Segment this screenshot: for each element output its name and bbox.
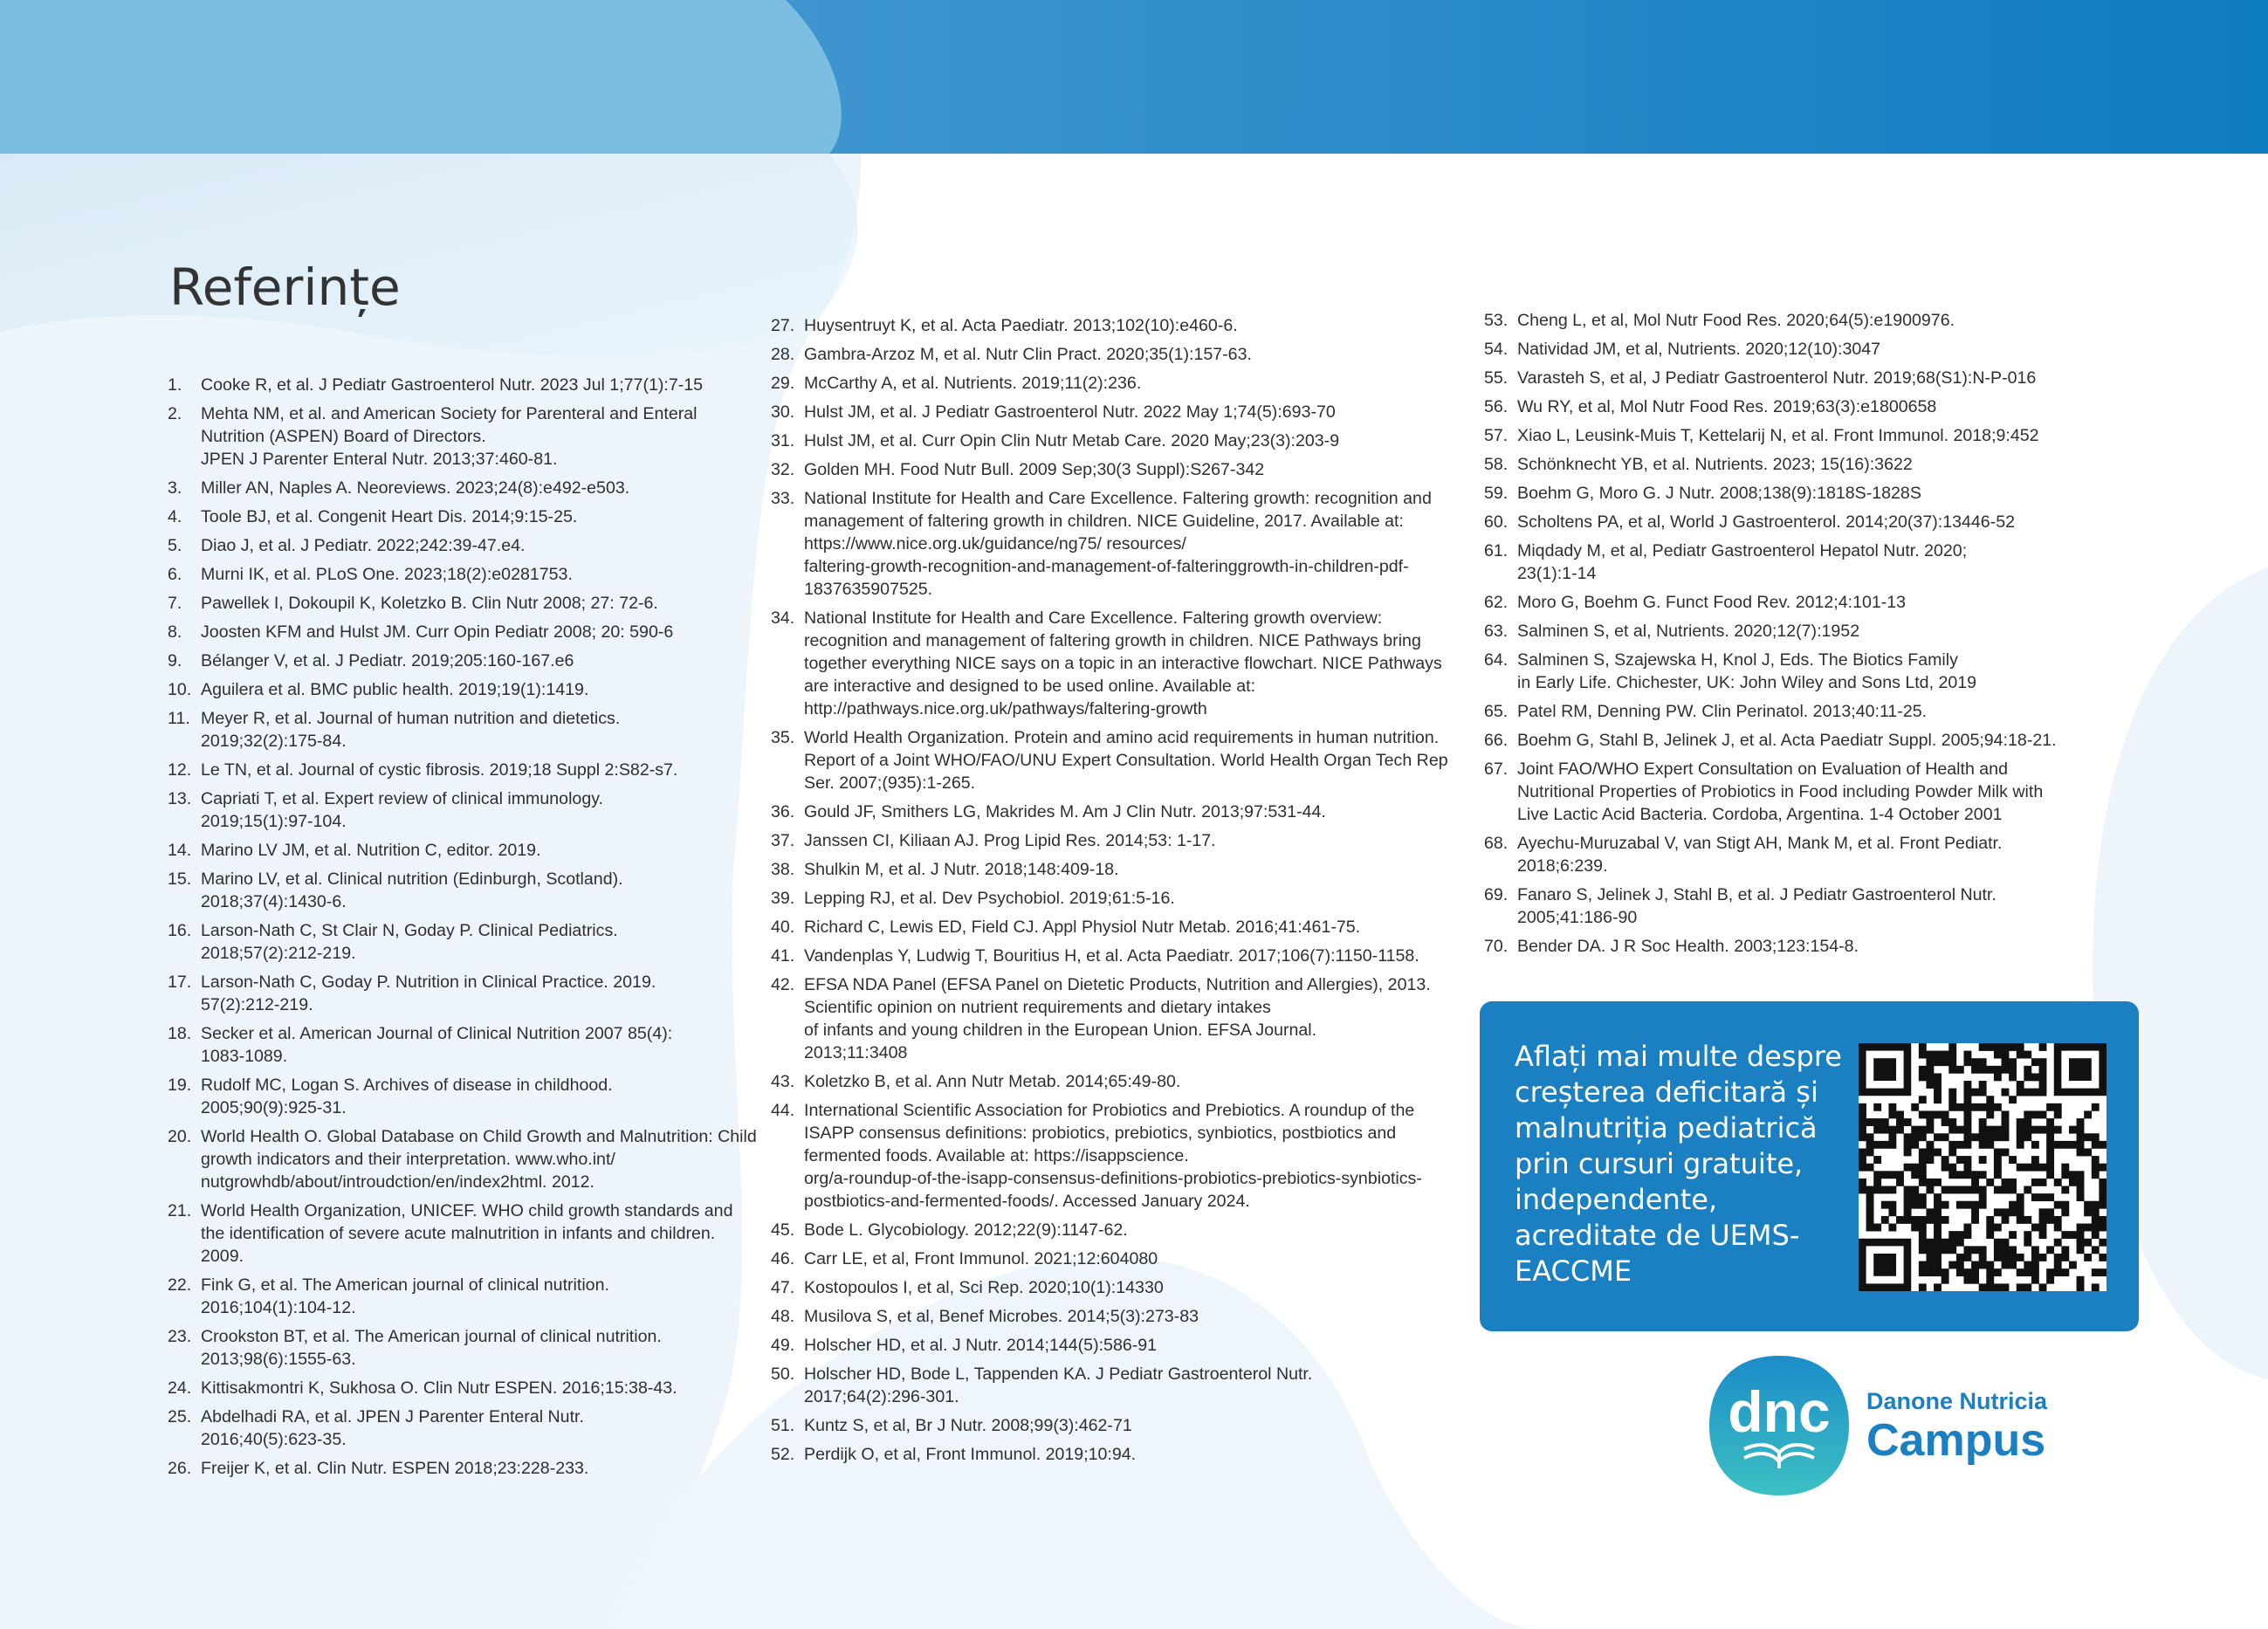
reference-item: [771, 401, 1460, 423]
reference-number: 69.: [1484, 885, 1509, 904]
reference-number: 41.: [771, 946, 795, 966]
reference-item: [168, 759, 761, 781]
reference-item: [771, 314, 1460, 337]
reference-number: 18.: [168, 1024, 192, 1043]
reference-number: 2.: [168, 404, 182, 423]
reference-item: [771, 1219, 1460, 1241]
reference-item: [1484, 758, 2130, 826]
reference-text: Salminen S, Szajewska H, Knol J, Eds. The Biotics Family in Early Life. Chichester, UK: John Wiley and Sons Ltd, 2019: [1517, 650, 1977, 692]
reference-text: Boehm G, Stahl B, Jelinek J, et al. Acta Paediatr Suppl. 2005;94:18-21.: [1517, 731, 2057, 750]
reference-number: 34.: [771, 608, 795, 628]
reference-text: National Institute for Health and Care Excellence. Faltering growth: recognition and management of faltering growth in children. NICE Guideline, 2017. Available at: https://www.nice.org.uk/guidance/ng75/ resources/ faltering-growth-recognition-and-management-of-falteringgrowth-in-children-pdf-1837635907525.: [804, 489, 1432, 599]
reference-number: 65.: [1484, 702, 1509, 721]
reference-number: 47.: [771, 1278, 795, 1297]
reference-item: [1484, 540, 2130, 585]
reference-number: 16.: [168, 921, 192, 940]
reference-number: 55.: [1484, 368, 1509, 388]
reference-item: [1484, 620, 2130, 643]
reference-item: [771, 1276, 1460, 1299]
reference-item: [771, 973, 1460, 1064]
reference-number: 58.: [1484, 455, 1509, 474]
reference-number: 62.: [1484, 593, 1509, 612]
reference-text: Salminen S, et al, Nutrients. 2020;12(7):1952: [1517, 622, 1860, 641]
reference-item: [1484, 511, 2130, 533]
reference-number: 63.: [1484, 622, 1509, 641]
reference-text: Varasteh S, et al, J Pediatr Gastroenterol Nutr. 2019;68(S1):N-P-016: [1517, 368, 2037, 388]
reference-text: Shulkin M, et al. J Nutr. 2018;148:409-18.: [804, 860, 1119, 879]
reference-text: Gambra-Arzoz M, et al. Nutr Clin Pract. 2020;35(1):157-63.: [804, 345, 1252, 364]
reference-text: World Health Organization. Protein and amino acid requirements in human nutrition. Report of a Joint WHO/FAO/UNU Expert Consultation. World Health Organ Tech Rep Ser. 2007;(935):1-265.: [804, 728, 1448, 793]
page-title: Referințe: [169, 258, 401, 317]
reference-number: 21.: [168, 1201, 192, 1220]
reference-number: 10.: [168, 680, 192, 699]
header-light-blob: [0, 0, 842, 154]
reference-text: Holscher HD, Bode L, Tappenden KA. J Pediatr Gastroenterol Nutr. 2017;64(2):296-301.: [804, 1364, 1313, 1406]
reference-text: Diao J, et al. J Pediatr. 2022;242:39-47.e4.: [201, 536, 526, 555]
references-column-2: [771, 314, 1460, 1472]
reference-item: [168, 787, 761, 833]
reference-text: Le TN, et al. Journal of cystic fibrosis. 2019;18 Suppl 2:S82-s7.: [201, 760, 678, 780]
reference-number: 8.: [168, 622, 182, 642]
reference-item: [168, 621, 761, 643]
reference-number: 53.: [1484, 311, 1509, 330]
reference-number: 30.: [771, 402, 795, 422]
reference-number: 28.: [771, 345, 795, 364]
reference-item: [168, 1074, 761, 1119]
reference-number: 9.: [168, 651, 182, 670]
reference-item: [1484, 649, 2130, 694]
reference-number: 46.: [771, 1249, 795, 1268]
reference-item: [771, 343, 1460, 366]
reference-text: Xiao L, Leusink-Muis T, Kettelarij N, et al. Front Immunol. 2018;9:452: [1517, 426, 2039, 445]
reference-number: 1.: [168, 375, 182, 395]
reference-item: [168, 477, 761, 499]
reference-number: 19.: [168, 1076, 192, 1095]
reference-item: [771, 487, 1460, 601]
reference-item: [771, 801, 1460, 823]
reference-item: [168, 650, 761, 672]
reference-item: [1484, 482, 2130, 505]
reference-text: Kuntz S, et al, Br J Nutr. 2008;99(3):462-71: [804, 1416, 1132, 1435]
reference-number: 15.: [168, 869, 192, 889]
reference-text: Scholtens PA, et al, World J Gastroenterol. 2014;20(37):13446-52: [1517, 512, 2015, 532]
reference-item: [1484, 591, 2130, 614]
reference-number: 12.: [168, 760, 192, 780]
reference-number: 36.: [771, 802, 795, 821]
reference-number: 56.: [1484, 397, 1509, 416]
reference-text: Miqdady M, et al, Pediatr Gastroenterol Hepatol Nutr. 2020; 23(1):1-14: [1517, 541, 1968, 583]
reference-text: Bélanger V, et al. J Pediatr. 2019;205:160-167.e6: [201, 651, 574, 670]
reference-text: International Scientific Association for Probiotics and Prebiotics. A roundup of the ISAPP consensus definitions: probiotics, prebiotics, synbiotics, postbiotics and fermented foods. Available at: https://isappscience. org/a-roundup-of-the-isapp-consensus-definitions-probiotics-prebiotics-synbiotics-postbiotics-and-fermented-foods/. Accessed January 2024.: [804, 1101, 1422, 1211]
reference-text: World Health O. Global Database on Child Growth and Malnutrition: Child growth indicators and their interpretation. www.who.int/ nutgrowhdb/about/introudction/en/index2html. 2012.: [201, 1127, 757, 1192]
reference-text: Capriati T, et al. Expert review of clinical immunology. 2019;15(1):97-104.: [201, 789, 603, 831]
reference-text: Fink G, et al. The American journal of clinical nutrition. 2016;104(1):104-12.: [201, 1275, 609, 1317]
brand-name-line1: Danone Nutricia: [1866, 1388, 2048, 1414]
reference-number: 7.: [168, 594, 182, 613]
reference-item: [771, 1334, 1460, 1357]
reference-item: [168, 707, 761, 753]
reference-text: Schönknecht YB, et al. Nutrients. 2023; 15(16):3622: [1517, 455, 1913, 474]
reference-item: [771, 1099, 1460, 1213]
reference-item: [168, 1274, 761, 1319]
reference-number: 45.: [771, 1220, 795, 1240]
reference-text: Larson-Nath C, Goday P. Nutrition in Clinical Practice. 2019. 57(2):212-219.: [201, 973, 656, 1014]
reference-text: Marino LV JM, et al. Nutrition C, editor. 2019.: [201, 841, 541, 860]
reference-number: 37.: [771, 831, 795, 850]
brand-logo: [1705, 1351, 2089, 1500]
reference-item: [1484, 883, 2130, 929]
reference-item: [771, 458, 1460, 481]
reference-text: Janssen CI, Kiliaan AJ. Prog Lipid Res. 2014;53: 1-17.: [804, 831, 1216, 850]
reference-text: Marino LV, et al. Clinical nutrition (Edinburgh, Scotland). 2018;37(4):1430-6.: [201, 869, 623, 911]
reference-text: Holscher HD, et al. J Nutr. 2014;144(5):586-91: [804, 1336, 1158, 1355]
reference-number: 24.: [168, 1378, 192, 1398]
reference-number: 29.: [771, 374, 795, 393]
reference-number: 61.: [1484, 541, 1509, 560]
reference-number: 17.: [168, 973, 192, 992]
reference-text: Richard C, Lewis ED, Field CJ. Appl Physiol Nutr Metab. 2016;41:461-75.: [804, 918, 1361, 937]
reference-text: Huysentruyt K, et al. Acta Paediatr. 2013;102(10):e460-6.: [804, 316, 1238, 335]
reference-text: Meyer R, et al. Journal of human nutrition and dietetics. 2019;32(2):175-84.: [201, 709, 621, 751]
reference-number: 66.: [1484, 731, 1509, 750]
reference-item: [771, 829, 1460, 852]
reference-text: Natividad JM, et al, Nutrients. 2020;12(10):3047: [1517, 340, 1881, 359]
reference-number: 51.: [771, 1416, 795, 1435]
reference-item: [771, 430, 1460, 452]
reference-item: [168, 1125, 761, 1193]
reference-number: 25.: [168, 1407, 192, 1426]
reference-number: 35.: [771, 728, 795, 747]
promo-text: Aflați mai multe despre creșterea deficitară și malnutriția pediatrică prin cursuri gratuite, independente, acreditate de UEMS- EACCME: [1515, 1040, 1842, 1288]
reference-text: Hulst JM, et al. J Pediatr Gastroenterol Nutr. 2022 May 1;74(5):693-70: [804, 402, 1336, 422]
reference-item: [168, 1199, 761, 1268]
reference-number: 50.: [771, 1364, 795, 1384]
reference-text: Abdelhadi RA, et al. JPEN J Parenter Enteral Nutr. 2016;40(5):623-35.: [201, 1407, 584, 1449]
reference-item: [1484, 935, 2130, 958]
reference-text: Larson-Nath C, St Clair N, Goday P. Clinical Pediatrics. 2018;57(2):212-219.: [201, 921, 618, 963]
reference-text: Vandenplas Y, Ludwig T, Bouritius H, et al. Acta Paediatr. 2017;106(7):1150-1158.: [804, 946, 1419, 966]
reference-text: World Health Organization, UNICEF. WHO child growth standards and the identification of severe acute malnutrition in infants and children. 2009.: [201, 1201, 733, 1266]
reference-text: Koletzko B, et al. Ann Nutr Metab. 2014;65:49-80.: [804, 1072, 1181, 1091]
reference-item: [771, 1248, 1460, 1270]
reference-item: [1484, 309, 2130, 332]
reference-number: 67.: [1484, 760, 1509, 779]
reference-number: 59.: [1484, 484, 1509, 503]
reference-item: [771, 726, 1460, 794]
reference-text: Hulst JM, et al. Curr Opin Clin Nutr Metab Care. 2020 May;23(3):203-9: [804, 431, 1340, 450]
reference-text: Rudolf MC, Logan S. Archives of disease in childhood. 2005;90(9):925-31.: [201, 1076, 613, 1117]
brand-name-line2: Campus: [1866, 1415, 2046, 1466]
reference-text: Moro G, Boehm G. Funct Food Rev. 2012;4:101-13: [1517, 593, 1907, 612]
reference-text: Toole BJ, et al. Congenit Heart Dis. 2014;9:15-25.: [201, 507, 578, 526]
reference-item: [771, 1305, 1460, 1328]
reference-number: 39.: [771, 889, 795, 908]
reference-item: [771, 916, 1460, 938]
reference-item: [771, 1363, 1460, 1408]
reference-item: [168, 678, 761, 701]
reference-item: [771, 1070, 1460, 1093]
reference-item: [1484, 367, 2130, 389]
reference-text: Perdijk O, et al, Front Immunol. 2019;10:94.: [804, 1445, 1137, 1464]
reference-text: McCarthy A, et al. Nutrients. 2019;11(2):236.: [804, 374, 1142, 393]
reference-item: [1484, 729, 2130, 752]
reference-item: [1484, 453, 2130, 476]
reference-text: Bode L. Glycobiology. 2012;22(9):1147-62.: [804, 1220, 1128, 1240]
reference-item: [771, 1443, 1460, 1466]
reference-number: 20.: [168, 1127, 192, 1146]
reference-text: Carr LE, et al, Front Immunol. 2021;12:604080: [804, 1249, 1158, 1268]
reference-item: [168, 868, 761, 913]
reference-item: [771, 858, 1460, 881]
reference-number: 38.: [771, 860, 795, 879]
logo-letters: dnc: [1728, 1379, 1831, 1444]
reference-text: Kittisakmontri K, Sukhosa O. Clin Nutr ESPEN. 2016;15:38-43.: [201, 1378, 677, 1398]
reference-number: 43.: [771, 1072, 795, 1091]
references-column-3: [1484, 309, 2130, 964]
reference-item: [771, 945, 1460, 967]
reference-item: [771, 372, 1460, 395]
reference-number: 48.: [771, 1307, 795, 1326]
reference-item: [168, 839, 761, 862]
reference-number: 13.: [168, 789, 192, 808]
reference-number: 5.: [168, 536, 182, 555]
reference-number: 70.: [1484, 937, 1509, 956]
reference-number: 11.: [168, 709, 190, 728]
reference-text: Crookston BT, et al. The American journal of clinical nutrition. 2013;98(6):1555-63.: [201, 1327, 662, 1369]
reference-item: [771, 607, 1460, 720]
reference-text: Cooke R, et al. J Pediatr Gastroenterol Nutr. 2023 Jul 1;77(1):7-15: [201, 375, 704, 395]
reference-text: Secker et al. American Journal of Clinical Nutrition 2007 85(4): 1083-1089.: [201, 1024, 673, 1066]
reference-text: Fanaro S, Jelinek J, Stahl B, et al. J Pediatr Gastroenterol Nutr. 2005;41:186-90: [1517, 885, 1997, 927]
reference-number: 68.: [1484, 834, 1509, 853]
reference-number: 52.: [771, 1445, 795, 1464]
reference-number: 40.: [771, 918, 795, 937]
reference-text: Kostopoulos I, et al, Sci Rep. 2020;10(1):14330: [804, 1278, 1164, 1297]
open-book-icon: [1705, 1351, 1853, 1500]
reference-item: [168, 1022, 761, 1068]
qr-code-graphic: [1859, 1043, 2106, 1291]
reference-text: Joint FAO/WHO Expert Consultation on Evaluation of Health and Nutritional Properties of Probiotics in Food including Powder Milk with Live Lactic Acid Bacteria. Cordoba, Argentina. 1-4 October 2001: [1517, 760, 2044, 824]
reference-text: Joosten KFM and Hulst JM. Curr Opin Pediatr 2008; 20: 590-6: [201, 622, 674, 642]
reference-item: [168, 1377, 761, 1399]
reference-text: Gould JF, Smithers LG, Makrides M. Am J Clin Nutr. 2013;97:531-44.: [804, 802, 1326, 821]
reference-item: [168, 1457, 761, 1480]
reference-item: [168, 374, 761, 396]
reference-number: 27.: [771, 316, 795, 335]
reference-item: [1484, 424, 2130, 447]
reference-text: Cheng L, et al, Mol Nutr Food Res. 2020;64(5):e1900976.: [1517, 311, 1955, 330]
reference-number: 4.: [168, 507, 182, 526]
reference-number: 54.: [1484, 340, 1509, 359]
reference-item: [168, 402, 761, 471]
reference-text: Freijer K, et al. Clin Nutr. ESPEN 2018;23:228-233.: [201, 1459, 589, 1478]
reference-item: [1484, 700, 2130, 723]
reference-text: Lepping RJ, et al. Dev Psychobiol. 2019;61:5-16.: [804, 889, 1175, 908]
reference-number: 49.: [771, 1336, 795, 1355]
reference-text: EFSA NDA Panel (EFSA Panel on Dietetic Products, Nutrition and Allergies), 2013. Scientific opinion on nutrient requirements and dietary intakes of infants and young children in the European Union. EFSA Journal. 2013;11:3408: [804, 975, 1431, 1062]
reference-number: 32.: [771, 460, 795, 479]
reference-text: Boehm G, Moro G. J Nutr. 2008;138(9):1818S-1828S: [1517, 484, 1921, 503]
reference-number: 42.: [771, 975, 795, 994]
reference-text: Mehta NM, et al. and American Society for Parenteral and Enteral Nutrition (ASPEN) Board of Directors. JPEN J Parenter Enteral Nutr. 2013;37:460-81.: [201, 404, 698, 469]
reference-item: [168, 592, 761, 615]
reference-item: [168, 563, 761, 586]
reference-text: Aguilera et al. BMC public health. 2019;19(1):1419.: [201, 680, 589, 699]
reference-text: National Institute for Health and Care Excellence. Faltering growth overview: recognition and management of faltering growth in children. NICE Pathways bring together everything NICE says on a topic in an interactive flowchart. NICE Pathways are interactive and designed to be used online. Available at: http://pathways.nice.org.uk/pathways/faltering-growth: [804, 608, 1442, 718]
reference-text: Pawellek I, Dokoupil K, Koletzko B. Clin Nutr 2008; 27: 72-6.: [201, 594, 658, 613]
reference-text: Musilova S, et al, Benef Microbes. 2014;5(3):273-83: [804, 1307, 1199, 1326]
reference-text: Murni IK, et al. PLoS One. 2023;18(2):e0281753.: [201, 565, 573, 584]
reference-number: 44.: [771, 1101, 795, 1120]
reference-number: 6.: [168, 565, 182, 584]
reference-number: 22.: [168, 1275, 192, 1295]
reference-number: 14.: [168, 841, 192, 860]
reference-item: [168, 505, 761, 528]
reference-item: [771, 887, 1460, 910]
qr-code-icon[interactable]: [1859, 1043, 2106, 1291]
reference-text: Wu RY, et al, Mol Nutr Food Res. 2019;63(3):e1800658: [1517, 397, 1937, 416]
references-column-1: [168, 374, 761, 1486]
reference-item: [168, 534, 761, 557]
reference-item: [771, 1414, 1460, 1437]
reference-number: 60.: [1484, 512, 1509, 532]
reference-item: [168, 1406, 761, 1451]
reference-item: [1484, 338, 2130, 361]
reference-number: 57.: [1484, 426, 1509, 445]
reference-item: [1484, 395, 2130, 418]
reference-text: Miller AN, Naples A. Neoreviews. 2023;24(8):e492-e503.: [201, 478, 630, 498]
reference-item: [1484, 832, 2130, 877]
reference-number: 23.: [168, 1327, 192, 1346]
reference-number: 3.: [168, 478, 182, 498]
reference-text: Ayechu-Muruzabal V, van Stigt AH, Mank M, et al. Front Pediatr. 2018;6:239.: [1517, 834, 2003, 876]
reference-number: 33.: [771, 489, 795, 508]
reference-number: 26.: [168, 1459, 192, 1478]
reference-item: [168, 971, 761, 1016]
reference-text: Patel RM, Denning PW. Clin Perinatol. 2013;40:11-25.: [1517, 702, 1928, 721]
reference-item: [168, 1325, 761, 1371]
reference-item: [168, 919, 761, 965]
promo-card: [1480, 1001, 2139, 1331]
reference-text: Golden MH. Food Nutr Bull. 2009 Sep;30(3 Suppl):S267-342: [804, 460, 1265, 479]
reference-text: Bender DA. J R Soc Health. 2003;123:154-8.: [1517, 937, 1859, 956]
reference-number: 31.: [771, 431, 795, 450]
reference-number: 64.: [1484, 650, 1509, 670]
